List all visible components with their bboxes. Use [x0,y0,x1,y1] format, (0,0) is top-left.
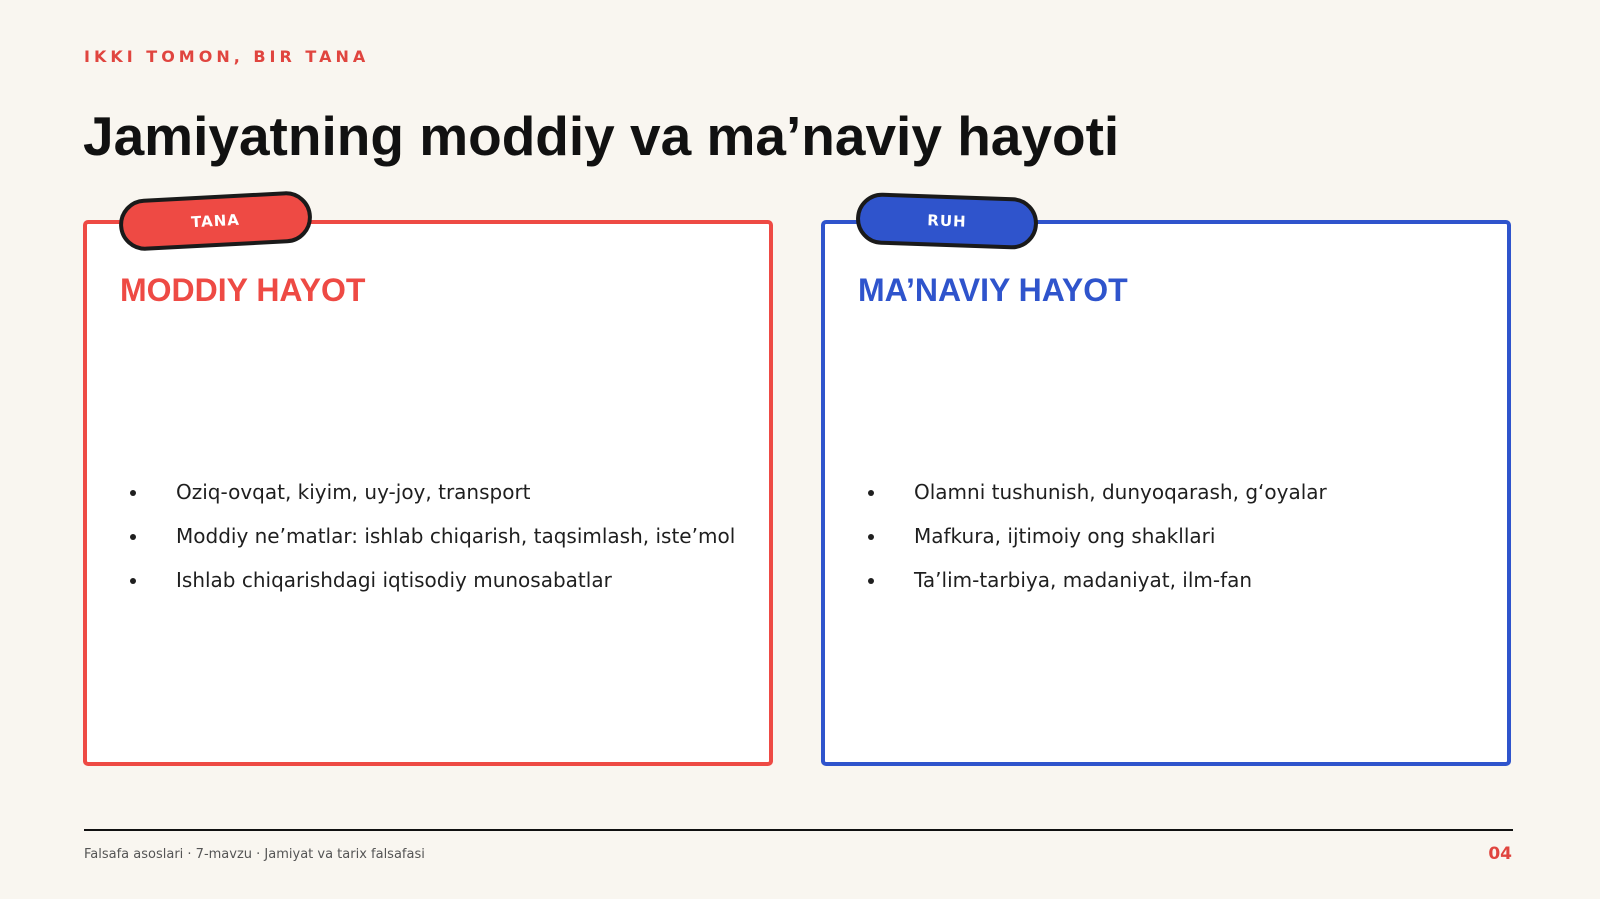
slide-title: Jamiyatning moddiy va ma’naviy hayoti [83,105,1120,167]
bullet-icon [868,534,874,540]
list-item [868,524,1327,568]
slide-eyebrow: IKKI TOMON, BIR TANA [84,47,370,66]
material-life-heading: MODDIY HAYOT [120,272,366,308]
list-item-text: Olamni tushunish, dunyoqarash, g‘oyalar [914,480,1327,504]
bullet-icon [130,534,136,540]
list-item-text: Ishlab chiqarishdagi iqtisodiy munosabatlar [176,568,612,592]
list-item-text: Mafkura, ijtimoiy ong shakllari [914,524,1216,548]
list-item-text: Moddiy ne’matlar: ishlab chiqarish, taqsimlash, iste’mol [176,524,736,548]
list-item [868,568,1327,612]
list-item [130,480,735,524]
footer-divider [84,829,1513,831]
bullet-icon [130,578,136,584]
ruh-tag: RUH [855,192,1039,250]
page-number: 04 [1488,844,1512,864]
list-item [130,568,735,612]
spiritual-life-heading: MA’NAVIY HAYOT [858,272,1128,308]
material-life-list [130,480,735,612]
footer-caption: Falsafa asoslari · 7-mavzu · Jamiyat va tarix falsafasi [84,847,425,862]
bullet-icon [868,578,874,584]
bullet-icon [868,490,874,496]
list-item [130,524,735,568]
bullet-icon [130,490,136,496]
tana-tag: TANA [118,190,313,252]
list-item-text: Oziq-ovqat, kiyim, uy-joy, transport [176,480,531,504]
list-item [868,480,1327,524]
spiritual-life-list [868,480,1327,612]
list-item-text: Ta’lim-tarbiya, madaniyat, ilm-fan [914,568,1253,592]
